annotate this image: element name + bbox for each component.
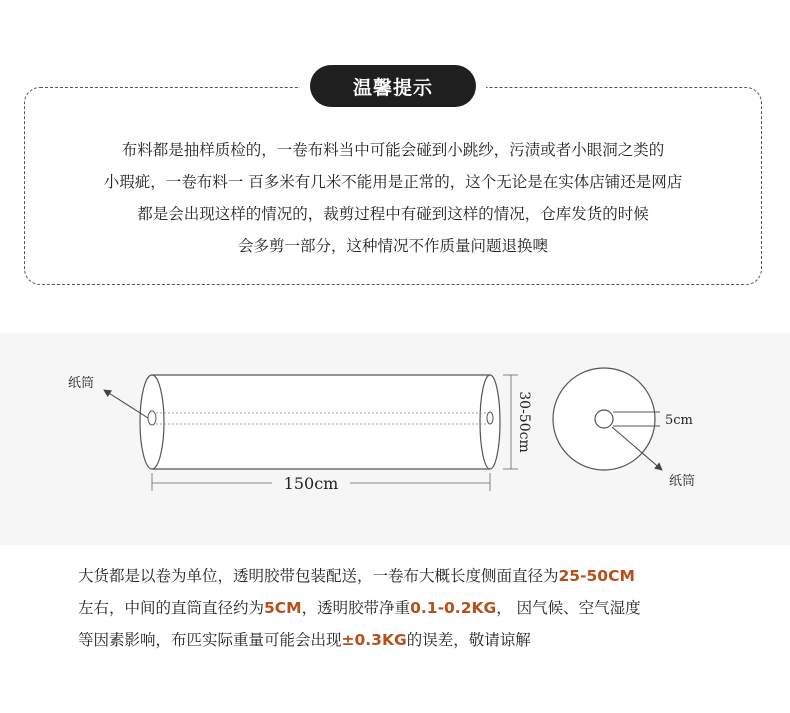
tape-weight-value: 0.1-0.2KG bbox=[410, 599, 497, 617]
core-diameter-label: 5cm bbox=[665, 413, 693, 428]
tube-label-right: 纸筒 bbox=[669, 474, 696, 489]
length-label: 150cm bbox=[283, 474, 339, 493]
notice-line: 都是会出现这样的情况的，裁剪过程中有碰到这样的情况，仓库发货的时候 bbox=[137, 205, 649, 223]
shipping-text: ，透明胶带净重 bbox=[301, 599, 411, 617]
core-diameter-value: 5CM bbox=[264, 599, 302, 617]
shipping-text: 等因素影响，布匹实际重量可能会出现 bbox=[78, 631, 342, 649]
shipping-info bbox=[78, 560, 758, 656]
notice-line: 会多剪一部分，这种情况不作质量问题退换噢 bbox=[237, 237, 548, 255]
shipping-text: 大货都是以卷为单位，透明胶带包装配送，一卷布大概长度侧面直径为 bbox=[78, 567, 559, 585]
notice-text bbox=[24, 134, 762, 262]
notice-title: 温馨提示 bbox=[310, 65, 476, 107]
diameter-dimension bbox=[503, 375, 518, 469]
shipping-line-2 bbox=[78, 592, 758, 624]
shipping-text: 左右，中间的直筒直径约为 bbox=[78, 599, 265, 617]
roll-diameter-value: 25-50CM bbox=[558, 567, 635, 585]
roll-cylinder bbox=[140, 375, 500, 469]
diameter-label: 30-50cm bbox=[516, 391, 532, 453]
notice-line: 小瑕疵，一卷布料一 百多米有几米不能用是正常的，这个无论是在实体店铺还是网店 bbox=[103, 173, 683, 191]
weight-tolerance-value: ±0.3KG bbox=[341, 631, 407, 649]
fabric-roll-diagram bbox=[0, 333, 790, 545]
shipping-text: 的误差，敬请谅解 bbox=[406, 631, 531, 649]
tube-label-left: 纸筒 bbox=[68, 376, 95, 391]
shipping-text: ， 因气候、空气湿度 bbox=[496, 599, 641, 617]
shipping-line-1 bbox=[78, 560, 758, 592]
shipping-line-3 bbox=[78, 624, 758, 656]
notice-line: 布料都是抽样质检的，一卷布料当中可能会碰到小跳纱，污渍或者小眼洞之类的 bbox=[121, 141, 665, 159]
